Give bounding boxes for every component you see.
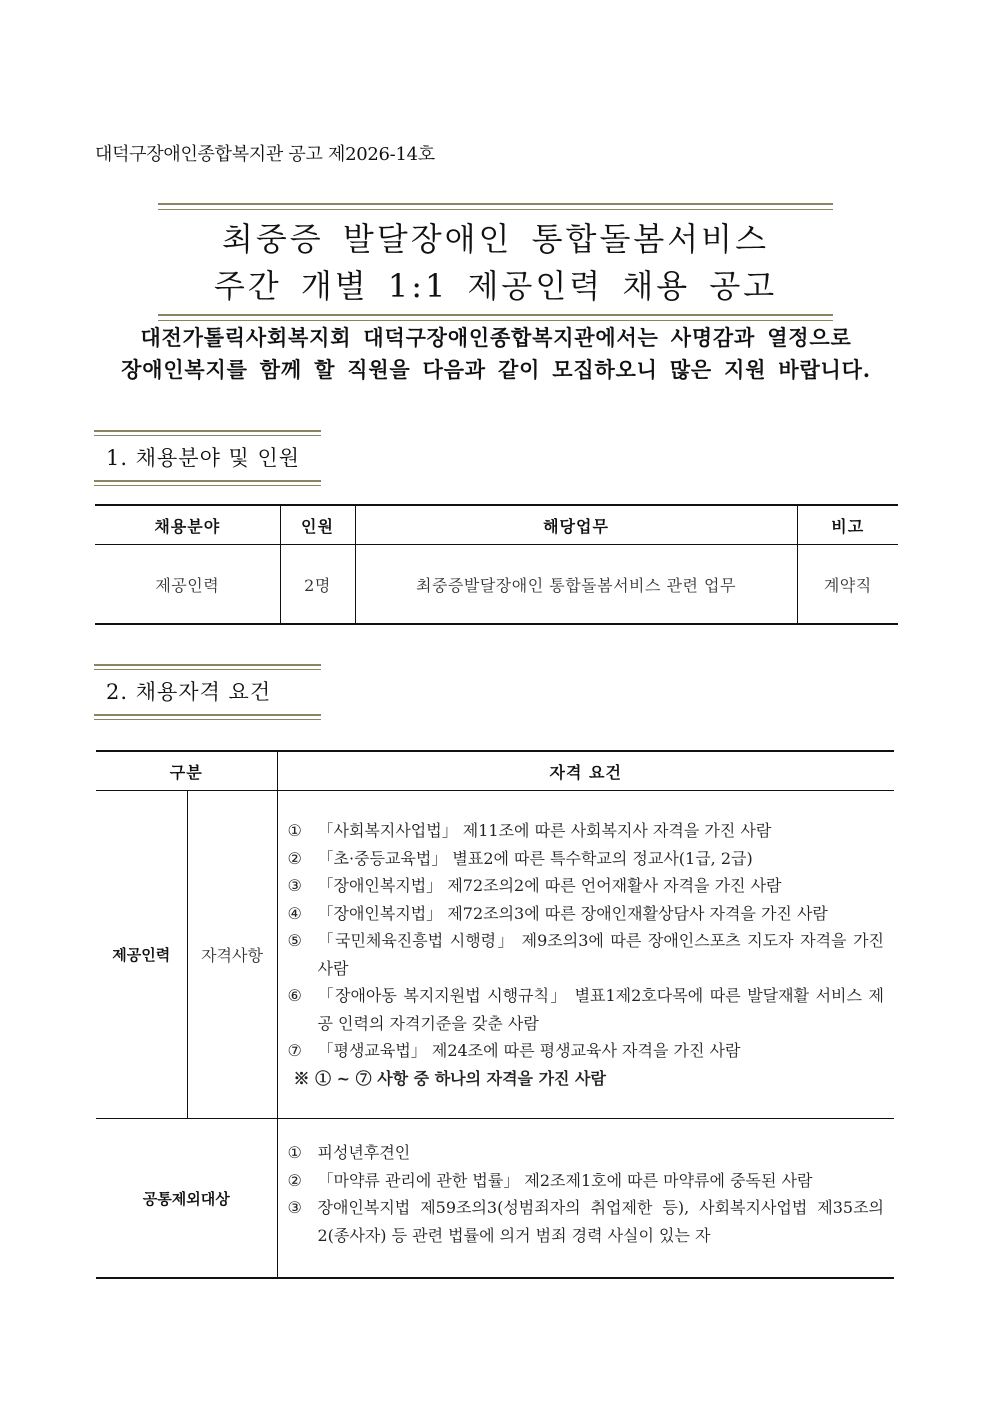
list-item: ⑦ 「평생교육법」 제24조에 따른 평생교육사 자격을 가진 사람 bbox=[287, 1041, 741, 1060]
section-1-heading bbox=[94, 430, 321, 486]
qualification-note: ※ ① ~ ⑦ 사항 중 하나의 자격을 가진 사람 bbox=[293, 1068, 606, 1088]
list-item: ③ 「장애인복지법」 제72조의2에 따른 언어재활사 자격을 가진 사람 bbox=[287, 876, 782, 895]
cell-count: 2명 bbox=[280, 545, 355, 625]
exclusion-list bbox=[277, 1119, 894, 1279]
list-item: ② 「초·중등교육법」 별표2에 따른 특수학교의 정교사(1급, 2급) bbox=[287, 848, 753, 868]
list-item: ② 「마약류 관리에 관한 법률」 제2조제1호에 따른 마약류에 중독된 사람 bbox=[287, 1170, 813, 1190]
section-2-heading bbox=[94, 664, 321, 720]
header-category: 구분 bbox=[96, 751, 277, 791]
qualification-list bbox=[277, 791, 894, 1119]
list-item: ① 피성년후견인 bbox=[287, 1143, 411, 1162]
list-item: ⑤ 「국민체육진흥법 시행령」 제9조의3에 따른 장애인스포츠 지도자 자격을 가진 사람 bbox=[287, 931, 884, 978]
recruitment-table bbox=[95, 504, 898, 625]
title-box bbox=[158, 203, 833, 321]
section-1-title: 1. 채용분야 및 인원 bbox=[106, 446, 301, 470]
qualification-subcategory: 자격사항 bbox=[187, 791, 277, 1119]
list-item: ③ 장애인복지법 제59조의3(성범죄자의 취업제한 등), 사회복지사업법 제35조의2(종사자) 등 관련 법률에 의거 범죄 경력 사실이 있는 자 bbox=[287, 1198, 884, 1245]
title-top-rule bbox=[158, 203, 833, 210]
intro-line-1: 대전가톨릭사회복지회 대덕구장애인종합복지관에서는 사명감과 열정으로 bbox=[140, 325, 852, 350]
header-requirements: 자격 요건 bbox=[277, 751, 894, 791]
cell-field: 제공인력 bbox=[155, 575, 220, 595]
table-header-row bbox=[95, 505, 898, 545]
qualification-category: 제공인력 bbox=[96, 791, 187, 1119]
qualification-table bbox=[96, 750, 894, 1279]
intro-line-2: 장애인복지를 함께 할 직원을 다음과 같이 모집하오니 많은 지원 바랍니다. bbox=[121, 357, 871, 382]
header-count: 인원 bbox=[280, 505, 355, 545]
table-row bbox=[96, 1119, 894, 1279]
cell-note: 계약직 bbox=[797, 545, 898, 625]
header-field: 채용분야 bbox=[95, 505, 280, 545]
intro-paragraph bbox=[82, 322, 910, 386]
table-row bbox=[96, 791, 894, 1119]
exclusion-category: 공통제외대상 bbox=[96, 1119, 277, 1279]
list-item: ⑥ 「장애아동 복지지원법 시행규칙」 별표1제2호다목에 따른 발달재활 서비스 제공 인력의 자격기준을 갖춘 사람 bbox=[287, 986, 884, 1033]
section-2-title: 2. 채용자격 요건 bbox=[106, 680, 272, 704]
notice-number: 대덕구장애인종합복지관 공고 제2026-14호 bbox=[95, 144, 435, 165]
header-note: 비고 bbox=[797, 505, 898, 545]
title-line-2: 주간 개별 1:1 제공인력 채용 공고 bbox=[213, 267, 778, 305]
title-bottom-rule bbox=[158, 314, 833, 321]
table-row bbox=[95, 545, 898, 625]
header-duty: 해당업무 bbox=[355, 505, 797, 545]
table-header-row bbox=[96, 751, 894, 791]
title-line-1: 최중증 발달장애인 통합돌봄서비스 bbox=[221, 220, 770, 258]
cell-duty: 최중증발달장애인 통합돌봄서비스 관련 업무 bbox=[355, 545, 797, 625]
list-item: ④ 「장애인복지법」 제72조의3에 따른 장애인재활상담사 자격을 가진 사람 bbox=[287, 903, 828, 923]
list-item: ① 「사회복지사업법」 제11조에 따른 사회복지사 자격을 가진 사람 bbox=[287, 821, 772, 840]
